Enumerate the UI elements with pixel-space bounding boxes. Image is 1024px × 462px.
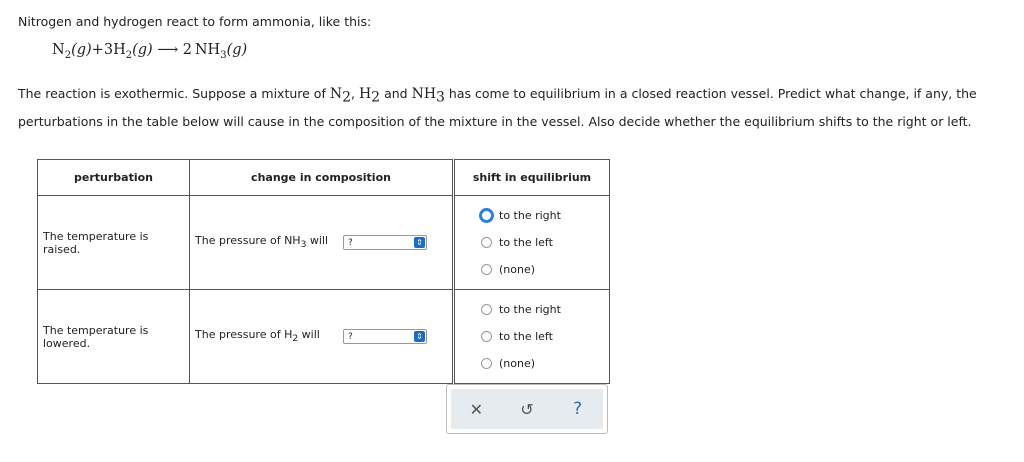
radio-option-left[interactable]: to the left <box>482 323 609 350</box>
undo-icon[interactable]: ↺ <box>520 399 534 419</box>
shift-cell <box>455 196 610 290</box>
problem-description: The reaction is exothermic. Suppose a mixture of $N_2$, $H_2$ and $NH_3$ has come to equilibrium in a closed reaction vessel. Predict what change, if any, the perturbations in the table below will cause in the composition of the mixture in the vessel. Also decide whether the equilibrium shifts to the right or left. <box>18 86 977 129</box>
answer-toolbar <box>446 384 608 434</box>
table-row <box>38 196 610 290</box>
change-label: The pressure of $H_2$ will <box>195 328 320 345</box>
radio-option-right[interactable]: to the right <box>482 296 609 323</box>
radio-option-right[interactable]: to the right <box>482 202 609 229</box>
radio-option-none[interactable]: (none) <box>482 256 609 283</box>
perturbation-cell: The temperature is raised. <box>38 196 190 290</box>
intro-text: Nitrogen and hydrogen react to form ammonia, like this: <box>18 14 372 29</box>
updown-chevron-icon: ⇕ <box>414 331 425 342</box>
perturbation-table <box>37 159 610 384</box>
header-perturbation: perturbation <box>38 160 190 196</box>
radio-button[interactable] <box>481 237 492 248</box>
change-label: The pressure of $NH_3$ will <box>195 234 329 251</box>
header-shift: shift in equilibrium <box>455 160 610 196</box>
radio-button[interactable] <box>481 304 492 315</box>
radio-option-left[interactable]: to the left <box>482 229 609 256</box>
table-header-row <box>38 160 610 196</box>
radio-button[interactable] <box>481 358 492 369</box>
change-cell <box>190 290 453 384</box>
perturbation-cell: The temperature is lowered. <box>38 290 190 384</box>
radio-button[interactable] <box>481 331 492 342</box>
radio-button[interactable] <box>481 264 492 275</box>
shift-cell <box>455 290 610 384</box>
help-question-icon[interactable]: ? <box>573 399 583 419</box>
radio-button-focused[interactable] <box>479 208 494 223</box>
clear-x-icon[interactable]: ✕ <box>469 399 484 419</box>
change-select[interactable]: ? ⇕ <box>343 235 427 250</box>
table-row <box>38 290 610 384</box>
radio-option-none[interactable]: (none) <box>482 350 609 377</box>
change-select[interactable]: ? ⇕ <box>343 329 427 344</box>
header-change: change in composition <box>190 160 453 196</box>
chemical-equation: $N_2(g)+3H_2(g)$ ⟶ 2 $NH_3(g)$ <box>52 42 248 61</box>
updown-chevron-icon: ⇕ <box>414 237 425 248</box>
change-cell <box>190 196 453 290</box>
